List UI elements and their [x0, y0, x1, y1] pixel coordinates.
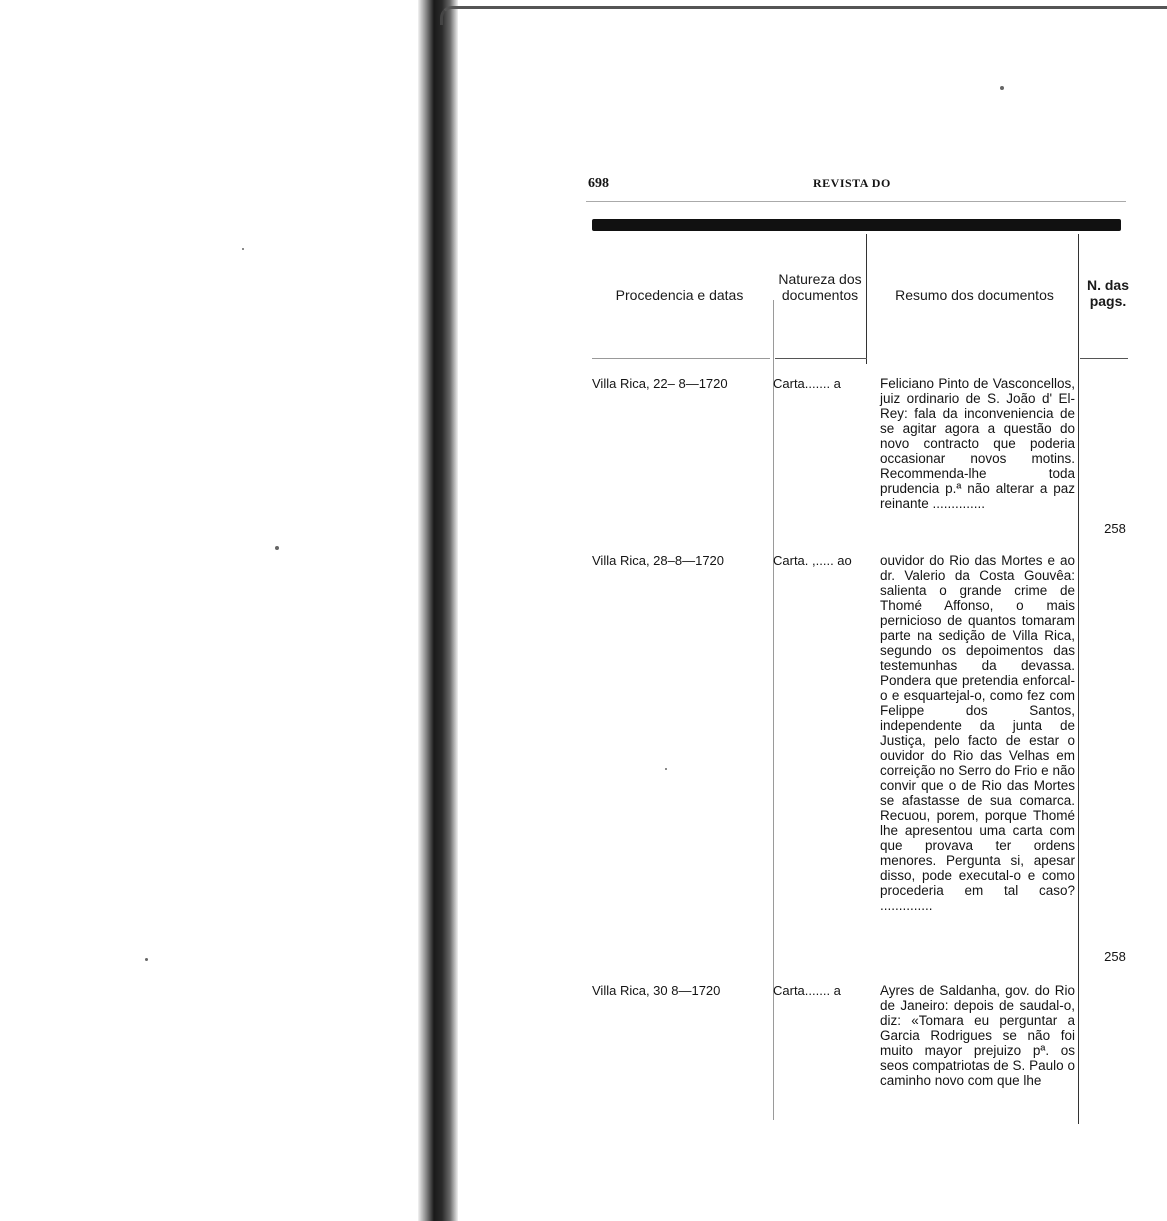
column-header-pags: N. das pags. [1086, 277, 1129, 309]
row-pags: 258 [1104, 949, 1126, 964]
header-rule [775, 358, 867, 359]
page-top-edge [440, 6, 1167, 25]
column-header-resumo: Resumo dos documentos [895, 287, 1054, 303]
speck [275, 546, 279, 550]
page-number: 698 [588, 176, 609, 191]
row-resumo: Ayres de Saldanha, gov. do Rio de Janeiro: depois de saudal-o, diz: «Tomara eu perguntar a Garcia Rodrigues se não foi muito mayor prejuizo pª. os seos compatriotas de S. Paulo o caminho novo com que lhe [880, 983, 1075, 1088]
row-natureza: Carta. ,..... ao [773, 553, 852, 568]
book-spine-shadow [418, 0, 458, 1221]
thick-rule [592, 219, 1121, 231]
column-divider [1078, 234, 1079, 1124]
row-natureza: Carta....... a [773, 983, 841, 998]
row-resumo: Feliciano Pinto de Vasconcellos, juiz ordinario de S. João d' El-Rey: fala da inconveniencia de se agitar agora a questão do novo contracto que poderia occasionar novos motins. Recommenda-lhe toda prudencia p.ª não alterar a paz reinante .............. [880, 376, 1075, 511]
column-header-procedencia: Procedencia e datas [615, 287, 744, 303]
column-divider [866, 234, 867, 364]
speck [1000, 86, 1004, 90]
running-title: REVISTA DO [813, 176, 891, 190]
row-natureza: Carta....... a [773, 376, 841, 391]
header-rule [592, 358, 770, 359]
running-head [588, 176, 1108, 196]
row-procedencia: Villa Rica, 28–8—1720 [592, 553, 725, 568]
speck [242, 248, 244, 250]
column-header-natureza: Natureza dos documentos [778, 271, 862, 303]
row-procedencia: Villa Rica, 30 8—1720 [592, 983, 721, 998]
speck [145, 958, 148, 961]
row-pags: 258 [1104, 521, 1126, 536]
row-resumo: ouvidor do Rio das Mortes e ao dr. Valerio da Costa Gouvêa: salienta o grande crime de Thomé Affonso, o mais pernicioso de quantos tomaram parte na sedição de Villa Rica, segundo os depoimentos das testemunhas da devassa. Pondera que pretendia enforcal-o e esquartejal-o, como fez com Felippe dos Santos, independente da junta de Justiça, pelo facto de estar o ouvidor do Rio das Velhas em correição no Serro do Frio e não convir que o de Rio das Mortes se afastasse de sua comarca. Recuou, porem, porque Thomé lhe apresentou uma carta com que provava ter ordens menores. Pergunta si, apesar disso, pode executal-o e como procederia em tal caso? .............. [880, 553, 1075, 913]
header-rule [1080, 358, 1128, 359]
speck [665, 768, 667, 770]
head-rule [586, 201, 1126, 202]
row-procedencia: Villa Rica, 22– 8—1720 [592, 376, 728, 391]
